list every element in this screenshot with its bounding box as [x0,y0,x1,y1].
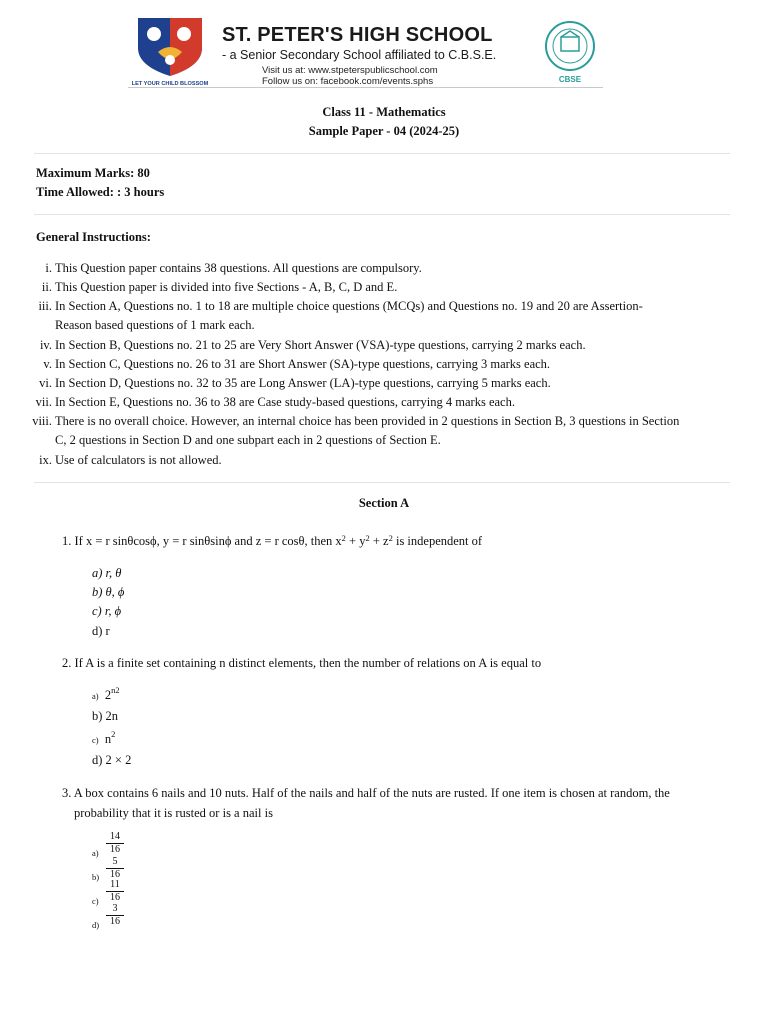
cbse-label: CBSE [558,75,582,84]
q1-option-c: c) r, ϕ [92,604,122,618]
question-2: 2. If A is a finite set containing n distinct elements, then the number of relations on A is equal to [62,656,542,670]
class-title: Class 11 - Mathematics [322,105,446,119]
numerator: 3 [112,903,118,914]
denominator: 16 [110,892,120,903]
school-crest-logo [128,14,212,88]
option-label: a) [92,691,99,701]
q3-option-c-label: c) [92,896,99,906]
maximum-marks: Maximum Marks: 80 [36,166,150,180]
school-website: Visit us at: www.stpeterspublicschool.com [262,65,438,76]
instruction-text: C, 2 questions in Section D and one subpart each in 2 questions of Section E. [55,433,441,447]
question-3-line-1: 3. A box contains 6 nails and 10 nuts. Half of the nails and half of the nuts are rusted. If one item is chosen at random, the [62,786,670,800]
q3-option-d-fraction [106,904,124,927]
option-label: c) [92,735,99,745]
instruction-text: In Section C, Questions no. 26 to 31 are Short Answer (SA)-type questions, carrying 3 marks each. [55,357,551,371]
exponent: 2 [388,533,393,543]
time-allowed: Time Allowed: : 3 hours [36,185,165,199]
instruction-number: ix. [39,453,52,467]
question-1-text-start: 1. If x = r sinθcosϕ, y = r sinθsinϕ and z = r cosθ, then x [62,534,342,548]
instruction-text: In Section A, Questions no. 1 to 18 are multiple choice questions (MCQs) and Questions no. 19 and 20 are Assertion- [55,299,643,313]
school-affiliation: - a Senior Secondary School affiliated to C.B.S.E. [222,48,497,62]
school-header [128,14,603,88]
q2-option-c [92,729,116,747]
instruction-number: ii. [41,280,52,294]
q1-option-a: a) r, θ [92,566,122,580]
instruction-number: viii. [32,414,52,428]
denominator: 16 [110,916,120,927]
q2-option-b: b) 2n [92,709,119,723]
q3-option-a-label: a) [92,848,99,858]
divider [34,153,730,154]
question-1-text-mid: + y [345,534,366,548]
instruction-text: This Question paper is divided into five Sections - A, B, C, D and E. [55,280,398,294]
divider [34,214,730,215]
question-3-line-2: probability that it is rusted or is a nail is [74,806,273,820]
q3-option-b-label: b) [92,872,100,882]
section-title: Section A [358,496,410,510]
q1-option-b: b) θ, ϕ [92,585,125,599]
motto-text: LET YOUR CHILD BLOSSOM [131,81,209,87]
instruction-text: This Question paper contains 38 questions. All questions are compulsory. [55,261,422,275]
q3-option-a-fraction [106,832,124,855]
q2-option-d: d) 2 × 2 [92,753,132,767]
exponent: 2 [365,533,370,543]
divider [34,482,730,483]
instruction-number: iii. [38,299,52,313]
instruction-text: In Section D, Questions no. 32 to 35 are Long Answer (LA)-type questions, carrying 5 marks each. [55,376,551,390]
option-base: n [104,732,112,746]
instruction-text: Reason based questions of 1 mark each. [55,318,255,332]
question-1 [62,532,730,552]
q3-option-c-fraction [106,880,124,903]
header-divider [128,87,603,88]
option-base: 2 [104,688,112,702]
instruction-text: In Section E, Questions no. 36 to 38 are Case study-based questions, carrying 4 marks each. [55,395,515,409]
instruction-text: Use of calculators is not allowed. [55,453,222,467]
exponent: 2 [111,729,116,739]
sample-paper-title: Sample Paper - 04 (2024-25) [308,124,460,138]
question-1-text-mid: + z [369,534,389,548]
instruction-number: v. [43,357,52,371]
instruction-number: vii. [35,395,52,409]
instruction-number: i. [45,261,52,275]
q2-option-a [92,685,120,703]
cbse-logo [542,20,598,86]
numerator: 5 [112,856,118,867]
instruction-number: iv. [39,338,52,352]
school-facebook: Follow us on: facebook.com/events.sphs [262,76,434,87]
question-1-text-end: is independent of [392,534,483,548]
q3-option-b-fraction [106,857,124,880]
numerator: 11 [110,879,120,890]
denominator: 16 [110,869,120,880]
instruction-text: In Section B, Questions no. 21 to 25 are Very Short Answer (VSA)-type questions, carrying 2 marks each. [55,338,586,352]
q3-option-d-label: d) [92,920,100,930]
instruction-text: There is no overall choice. However, an internal choice has been provided in 2 questions in Section B, 3 questions in Section [55,414,680,428]
instructions-heading: General Instructions: [36,230,151,244]
instruction-number: vi. [39,376,52,390]
numerator: 14 [110,831,120,842]
denominator: 16 [110,844,120,855]
school-name: ST. PETER'S HIGH SCHOOL [222,24,493,46]
exponent: 2 [341,533,346,543]
exponent: n2 [111,685,120,695]
q1-option-d: d) r [92,624,110,638]
